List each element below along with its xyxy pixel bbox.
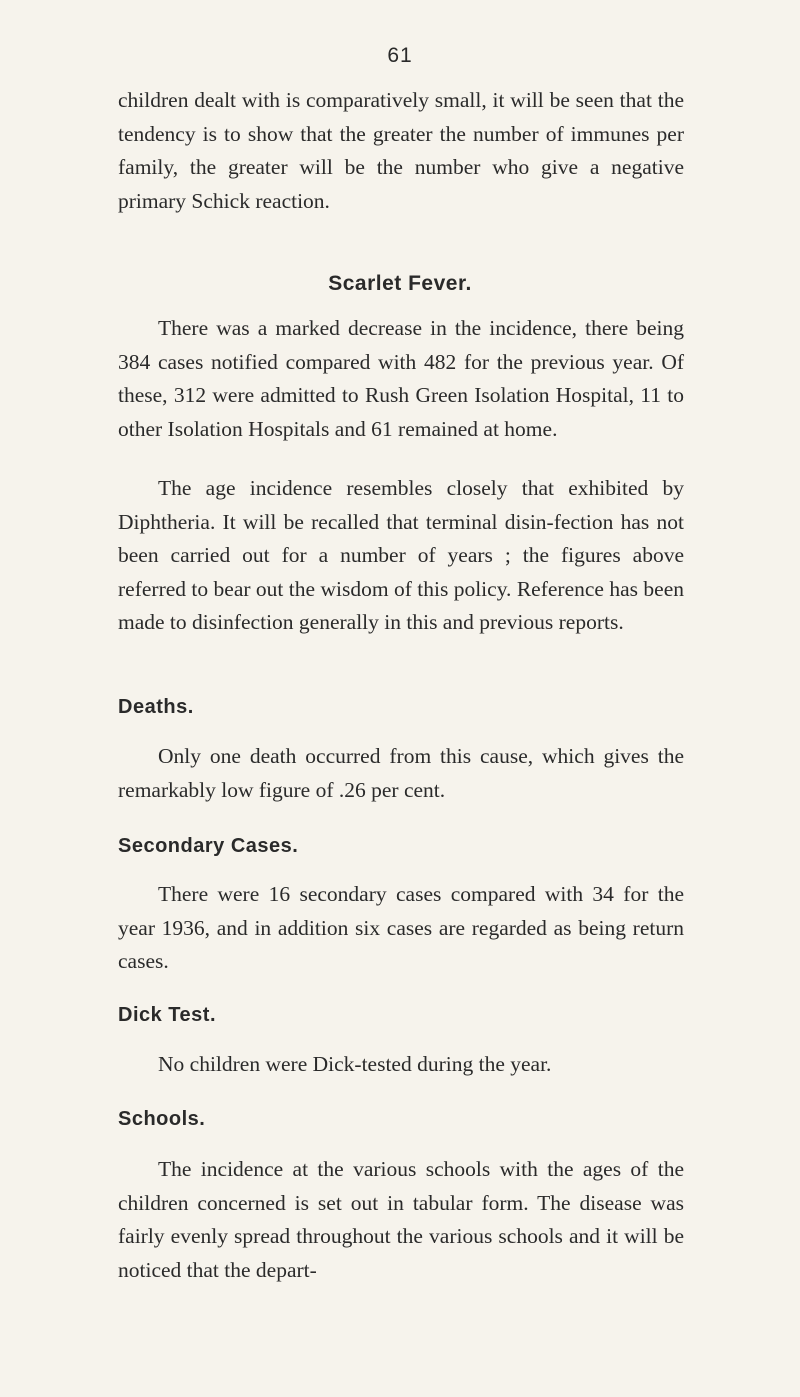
schools-paragraph: The incidence at the various schools with the ages of the children concerned is set out in tabular form. The disease was fairly evenly spread throughout the various schools and it will be noticed that the depart- <box>118 1157 684 1282</box>
dick-test-paragraph-block <box>118 1048 684 1082</box>
intro-paragraph: children dealt with is comparatively small, it will be seen that the tendency is to show that the greater the number of immunes per family, the greater will be the number who give a negative primary Schick reaction. <box>118 88 684 213</box>
deaths-paragraph: Only one death occurred from this cause, which gives the remarkably low figure of .26 per cent. <box>118 744 684 802</box>
scarlet-fever-paragraph-1: There was a marked decrease in the incidence, there being 384 cases notified compared with 482 for the previous year. Of these, 312 were admitted to Rush Green Isolation Hospital, 11 to other Isolation Hospitals and 61 remained at home. <box>118 316 684 441</box>
scarlet-fever-paragraph-1-block <box>118 312 684 446</box>
deaths-paragraph-block <box>118 740 684 807</box>
dick-test-paragraph: No children were Dick-tested during the year. <box>158 1052 552 1076</box>
secondary-cases-heading: Secondary Cases. <box>118 835 299 857</box>
scarlet-fever-paragraph-2-block <box>118 472 684 640</box>
schools-paragraph-block <box>118 1153 684 1287</box>
secondary-cases-paragraph-block <box>118 878 684 979</box>
scarlet-fever-heading: Scarlet Fever. <box>328 272 472 295</box>
scarlet-fever-paragraph-2: The age incidence resembles closely that exhibited by Diphtheria. It will be recalled that terminal disin-fection has not been carried out for a number of years ; the figures above referred to bear out the wisdom of this policy. Reference has been made to disinfection generally in this and previous reports. <box>118 476 684 634</box>
dick-test-heading: Dick Test. <box>118 1004 216 1026</box>
page-number: 61 <box>387 44 413 67</box>
intro-paragraph-block <box>118 84 684 218</box>
schools-heading: Schools. <box>118 1108 206 1130</box>
deaths-heading: Deaths. <box>118 696 194 718</box>
secondary-cases-paragraph: There were 16 secondary cases compared with 34 for the year 1936, and in addition six cases are regarded as being return cases. <box>118 882 684 973</box>
